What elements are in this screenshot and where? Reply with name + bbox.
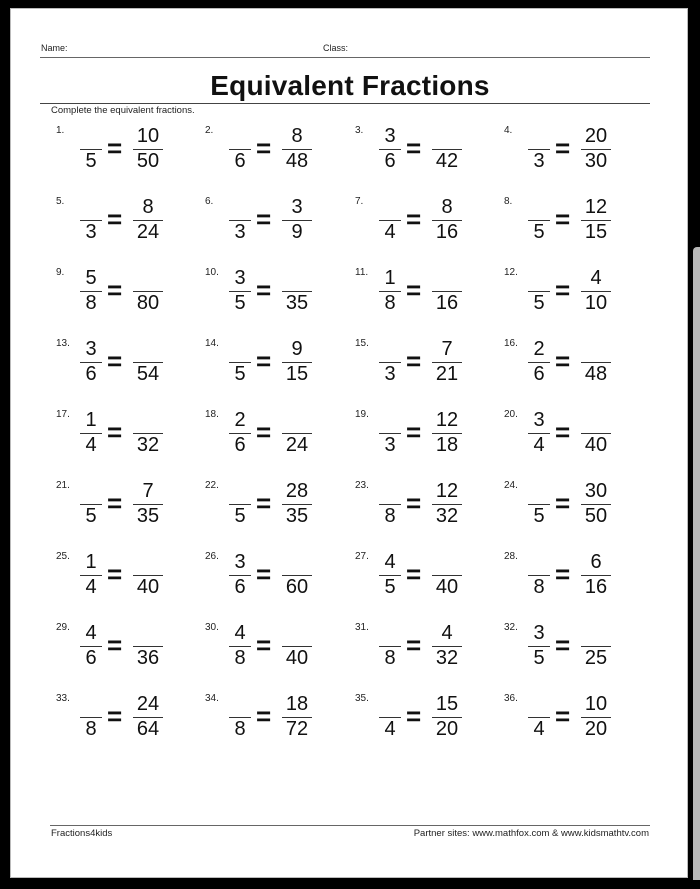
left-denominator: 6 — [85, 647, 97, 669]
right-numerator: 30 — [584, 480, 608, 502]
right-denominator: 32 — [136, 434, 160, 456]
equals-sign: = — [406, 204, 422, 234]
left-numerator — [526, 125, 552, 147]
right-denominator: 36 — [136, 647, 160, 669]
right-numerator — [131, 551, 165, 573]
problem-item — [504, 267, 644, 327]
page-title: Equivalent Fractions — [210, 70, 490, 101]
right-denominator: 20 — [435, 718, 459, 740]
problem-item — [56, 551, 196, 611]
right-numerator: 4 — [441, 622, 453, 644]
problem-number: 29. — [56, 622, 70, 633]
right-numerator — [430, 551, 464, 573]
equals-sign: = — [107, 630, 123, 660]
right-numerator — [579, 338, 613, 360]
right-numerator: 24 — [136, 693, 160, 715]
instructions: Complete the equivalent fractions. — [51, 105, 195, 116]
equals-sign: = — [555, 275, 571, 305]
problem-number: 36. — [504, 693, 518, 704]
left-numerator: 2 — [234, 409, 246, 431]
problem-number: 9. — [56, 267, 65, 278]
right-numerator — [131, 622, 165, 644]
left-denominator: 5 — [234, 363, 246, 385]
right-numerator — [430, 267, 464, 289]
equals-sign: = — [555, 133, 571, 163]
equals-sign: = — [107, 133, 123, 163]
right-denominator: 64 — [136, 718, 160, 740]
left-numerator — [227, 125, 253, 147]
problem-item — [504, 409, 644, 469]
equals-sign: = — [107, 701, 123, 731]
left-denominator: 8 — [85, 718, 97, 740]
right-numerator: 12 — [584, 196, 608, 218]
problem-number: 4. — [504, 125, 513, 136]
right-denominator: 48 — [285, 150, 309, 172]
problem-number: 14. — [205, 338, 219, 349]
problem-number: 34. — [205, 693, 219, 704]
problem-item — [205, 551, 345, 611]
right-denominator: 16 — [435, 221, 459, 243]
header-divider — [40, 57, 650, 58]
problem-item — [56, 622, 196, 682]
equals-sign: = — [555, 346, 571, 376]
left-numerator — [526, 551, 552, 573]
right-denominator: 48 — [584, 363, 608, 385]
equals-sign: = — [256, 204, 272, 234]
right-denominator: 42 — [435, 150, 459, 172]
problem-number: 12. — [504, 267, 518, 278]
right-denominator: 24 — [285, 434, 309, 456]
problem-item — [205, 338, 345, 398]
problem-number: 8. — [504, 196, 513, 207]
problem-number: 18. — [205, 409, 219, 420]
equals-sign: = — [107, 488, 123, 518]
right-numerator: 28 — [285, 480, 309, 502]
problem-item — [205, 622, 345, 682]
problem-item — [355, 338, 495, 398]
left-denominator: 8 — [384, 505, 396, 527]
equals-sign: = — [406, 346, 422, 376]
equals-sign: = — [406, 559, 422, 589]
equals-sign: = — [256, 133, 272, 163]
left-denominator: 8 — [533, 576, 545, 598]
problem-item — [56, 409, 196, 469]
problem-item — [205, 480, 345, 540]
problem-number: 30. — [205, 622, 219, 633]
problem-item — [56, 125, 196, 185]
problem-number: 26. — [205, 551, 219, 562]
left-denominator: 3 — [533, 150, 545, 172]
right-denominator: 35 — [285, 505, 309, 527]
left-numerator — [526, 196, 552, 218]
right-denominator: 10 — [584, 292, 608, 314]
left-numerator — [377, 196, 403, 218]
problem-number: 13. — [56, 338, 70, 349]
equals-sign: = — [555, 488, 571, 518]
equals-sign: = — [107, 275, 123, 305]
problem-number: 35. — [355, 693, 369, 704]
left-numerator: 3 — [234, 551, 246, 573]
left-denominator: 6 — [234, 434, 246, 456]
right-denominator: 30 — [584, 150, 608, 172]
left-numerator — [526, 480, 552, 502]
worksheet-header — [41, 43, 649, 53]
problem-item — [355, 409, 495, 469]
right-numerator: 7 — [441, 338, 453, 360]
problem-item — [205, 196, 345, 256]
problem-item — [504, 338, 644, 398]
left-numerator — [227, 338, 253, 360]
problem-item — [355, 551, 495, 611]
problem-item — [205, 125, 345, 185]
problem-number: 32. — [504, 622, 518, 633]
right-numerator: 3 — [291, 196, 303, 218]
equals-sign: = — [256, 275, 272, 305]
problem-item — [56, 480, 196, 540]
problem-item — [355, 693, 495, 753]
left-numerator: 3 — [85, 338, 97, 360]
left-denominator: 5 — [533, 292, 545, 314]
equals-sign: = — [107, 204, 123, 234]
problem-number: 25. — [56, 551, 70, 562]
right-denominator: 16 — [435, 292, 459, 314]
problem-item — [56, 196, 196, 256]
problem-item — [504, 551, 644, 611]
left-numerator: 3 — [234, 267, 246, 289]
left-numerator — [377, 480, 403, 502]
left-numerator: 3 — [384, 125, 396, 147]
problem-number: 23. — [355, 480, 369, 491]
right-numerator: 8 — [142, 196, 154, 218]
equals-sign: = — [256, 346, 272, 376]
right-denominator: 40 — [584, 434, 608, 456]
equals-sign: = — [256, 701, 272, 731]
problem-number: 15. — [355, 338, 369, 349]
right-numerator: 8 — [291, 125, 303, 147]
right-denominator: 21 — [435, 363, 459, 385]
left-numerator — [227, 480, 253, 502]
right-numerator: 4 — [590, 267, 602, 289]
equals-sign: = — [406, 630, 422, 660]
left-numerator: 4 — [384, 551, 396, 573]
footer-partner-sites: Partner sites: www.mathfox.com & www.kidsmathtv.com — [413, 828, 649, 839]
problem-item — [205, 409, 345, 469]
left-denominator: 4 — [85, 434, 97, 456]
left-denominator: 5 — [384, 576, 396, 598]
right-denominator: 15 — [285, 363, 309, 385]
left-numerator — [78, 480, 104, 502]
left-denominator: 6 — [234, 150, 246, 172]
class-label: Class: — [323, 43, 349, 53]
left-denominator: 5 — [85, 150, 97, 172]
footer-divider — [50, 825, 650, 826]
right-numerator: 6 — [590, 551, 602, 573]
right-denominator: 40 — [435, 576, 459, 598]
equals-sign: = — [256, 630, 272, 660]
scrollbar[interactable] — [693, 247, 700, 880]
left-numerator: 2 — [533, 338, 545, 360]
left-numerator — [377, 693, 403, 715]
right-denominator: 60 — [285, 576, 309, 598]
right-numerator: 12 — [435, 409, 459, 431]
left-numerator — [78, 125, 104, 147]
left-denominator: 4 — [533, 718, 545, 740]
left-denominator: 8 — [234, 647, 246, 669]
name-label: Name: — [41, 43, 68, 53]
right-denominator: 72 — [285, 718, 309, 740]
right-numerator — [579, 409, 613, 431]
problem-item — [56, 267, 196, 327]
right-denominator: 16 — [584, 576, 608, 598]
left-denominator: 6 — [234, 576, 246, 598]
left-numerator: 1 — [85, 551, 97, 573]
problem-number: 2. — [205, 125, 214, 136]
right-numerator: 15 — [435, 693, 459, 715]
left-numerator — [227, 693, 253, 715]
equals-sign: = — [406, 275, 422, 305]
problem-number: 3. — [355, 125, 364, 136]
left-denominator: 4 — [85, 576, 97, 598]
right-denominator: 24 — [136, 221, 160, 243]
problem-number: 6. — [205, 196, 214, 207]
left-numerator: 3 — [533, 409, 545, 431]
left-numerator — [377, 338, 403, 360]
right-denominator: 50 — [584, 505, 608, 527]
problem-number: 19. — [355, 409, 369, 420]
right-denominator: 50 — [136, 150, 160, 172]
equals-sign: = — [107, 559, 123, 589]
left-numerator: 3 — [533, 622, 545, 644]
left-numerator: 4 — [85, 622, 97, 644]
right-numerator — [280, 622, 314, 644]
problem-item — [56, 693, 196, 753]
problem-item — [504, 196, 644, 256]
title-divider — [40, 103, 650, 104]
footer-brand: Fractions4kids — [51, 828, 113, 839]
problem-number: 28. — [504, 551, 518, 562]
right-denominator: 54 — [136, 363, 160, 385]
problem-item — [504, 693, 644, 753]
problem-number: 22. — [205, 480, 219, 491]
right-denominator: 35 — [136, 505, 160, 527]
equals-sign: = — [107, 417, 123, 447]
left-denominator: 6 — [384, 150, 396, 172]
right-numerator — [131, 409, 165, 431]
left-denominator: 3 — [384, 363, 396, 385]
equals-sign: = — [406, 488, 422, 518]
right-denominator: 25 — [584, 647, 608, 669]
left-numerator — [377, 622, 403, 644]
equals-sign: = — [555, 630, 571, 660]
left-denominator: 6 — [533, 363, 545, 385]
equals-sign: = — [107, 346, 123, 376]
right-numerator: 20 — [584, 125, 608, 147]
problem-number: 21. — [56, 480, 70, 491]
right-numerator: 9 — [291, 338, 303, 360]
equals-sign: = — [406, 133, 422, 163]
left-denominator: 3 — [85, 221, 97, 243]
left-denominator: 3 — [384, 434, 396, 456]
left-denominator: 8 — [384, 292, 396, 314]
left-denominator: 5 — [85, 505, 97, 527]
left-numerator: 1 — [384, 267, 396, 289]
equals-sign: = — [256, 417, 272, 447]
left-denominator: 4 — [384, 221, 396, 243]
left-denominator: 4 — [384, 718, 396, 740]
right-denominator: 80 — [136, 292, 160, 314]
problem-item — [355, 196, 495, 256]
left-denominator: 8 — [384, 647, 396, 669]
equals-sign: = — [406, 417, 422, 447]
right-numerator: 12 — [435, 480, 459, 502]
equals-sign: = — [555, 204, 571, 234]
problem-item — [355, 125, 495, 185]
problem-number: 24. — [504, 480, 518, 491]
left-numerator: 4 — [234, 622, 246, 644]
left-denominator: 3 — [234, 221, 246, 243]
problem-item — [504, 480, 644, 540]
right-numerator: 7 — [142, 480, 154, 502]
problem-number: 5. — [56, 196, 65, 207]
left-numerator — [227, 196, 253, 218]
right-numerator: 10 — [584, 693, 608, 715]
problem-number: 1. — [56, 125, 65, 136]
equals-sign: = — [256, 488, 272, 518]
left-denominator: 8 — [85, 292, 97, 314]
left-denominator: 5 — [234, 505, 246, 527]
equals-sign: = — [555, 559, 571, 589]
right-numerator — [131, 338, 165, 360]
left-denominator: 5 — [234, 292, 246, 314]
left-numerator — [78, 196, 104, 218]
left-numerator — [78, 693, 104, 715]
right-numerator — [280, 267, 314, 289]
problem-item — [504, 622, 644, 682]
left-numerator — [377, 409, 403, 431]
problem-number: 10. — [205, 267, 219, 278]
left-denominator: 5 — [533, 505, 545, 527]
problem-number: 31. — [355, 622, 369, 633]
problem-number: 20. — [504, 409, 518, 420]
equals-sign: = — [406, 701, 422, 731]
problem-number: 7. — [355, 196, 364, 207]
left-numerator: 1 — [85, 409, 97, 431]
left-numerator — [526, 267, 552, 289]
right-numerator: 18 — [285, 693, 309, 715]
right-denominator: 32 — [435, 505, 459, 527]
right-denominator: 35 — [285, 292, 309, 314]
right-denominator: 32 — [435, 647, 459, 669]
right-denominator: 40 — [136, 576, 160, 598]
right-numerator — [280, 409, 314, 431]
right-numerator — [430, 125, 464, 147]
problem-item — [205, 267, 345, 327]
right-denominator: 18 — [435, 434, 459, 456]
right-denominator: 40 — [285, 647, 309, 669]
problem-item — [355, 480, 495, 540]
equals-sign: = — [256, 559, 272, 589]
equals-sign: = — [555, 701, 571, 731]
problem-number: 11. — [355, 267, 369, 278]
left-denominator: 8 — [234, 718, 246, 740]
problem-item — [504, 125, 644, 185]
right-numerator: 10 — [136, 125, 160, 147]
left-denominator: 6 — [85, 363, 97, 385]
problem-number: 16. — [504, 338, 518, 349]
right-numerator — [579, 622, 613, 644]
left-numerator — [526, 693, 552, 715]
right-denominator: 20 — [584, 718, 608, 740]
right-numerator — [131, 267, 165, 289]
left-numerator: 5 — [85, 267, 97, 289]
right-denominator: 9 — [291, 221, 303, 243]
problem-item — [355, 267, 495, 327]
problem-number: 27. — [355, 551, 369, 562]
equals-sign: = — [555, 417, 571, 447]
right-numerator: 8 — [441, 196, 453, 218]
left-denominator: 4 — [533, 434, 545, 456]
problem-item — [205, 693, 345, 753]
right-denominator: 15 — [584, 221, 608, 243]
problem-number: 33. — [56, 693, 70, 704]
left-denominator: 5 — [533, 221, 545, 243]
problem-item — [56, 338, 196, 398]
left-denominator: 5 — [533, 647, 545, 669]
right-numerator — [280, 551, 314, 573]
problem-item — [355, 622, 495, 682]
problem-number: 17. — [56, 409, 70, 420]
